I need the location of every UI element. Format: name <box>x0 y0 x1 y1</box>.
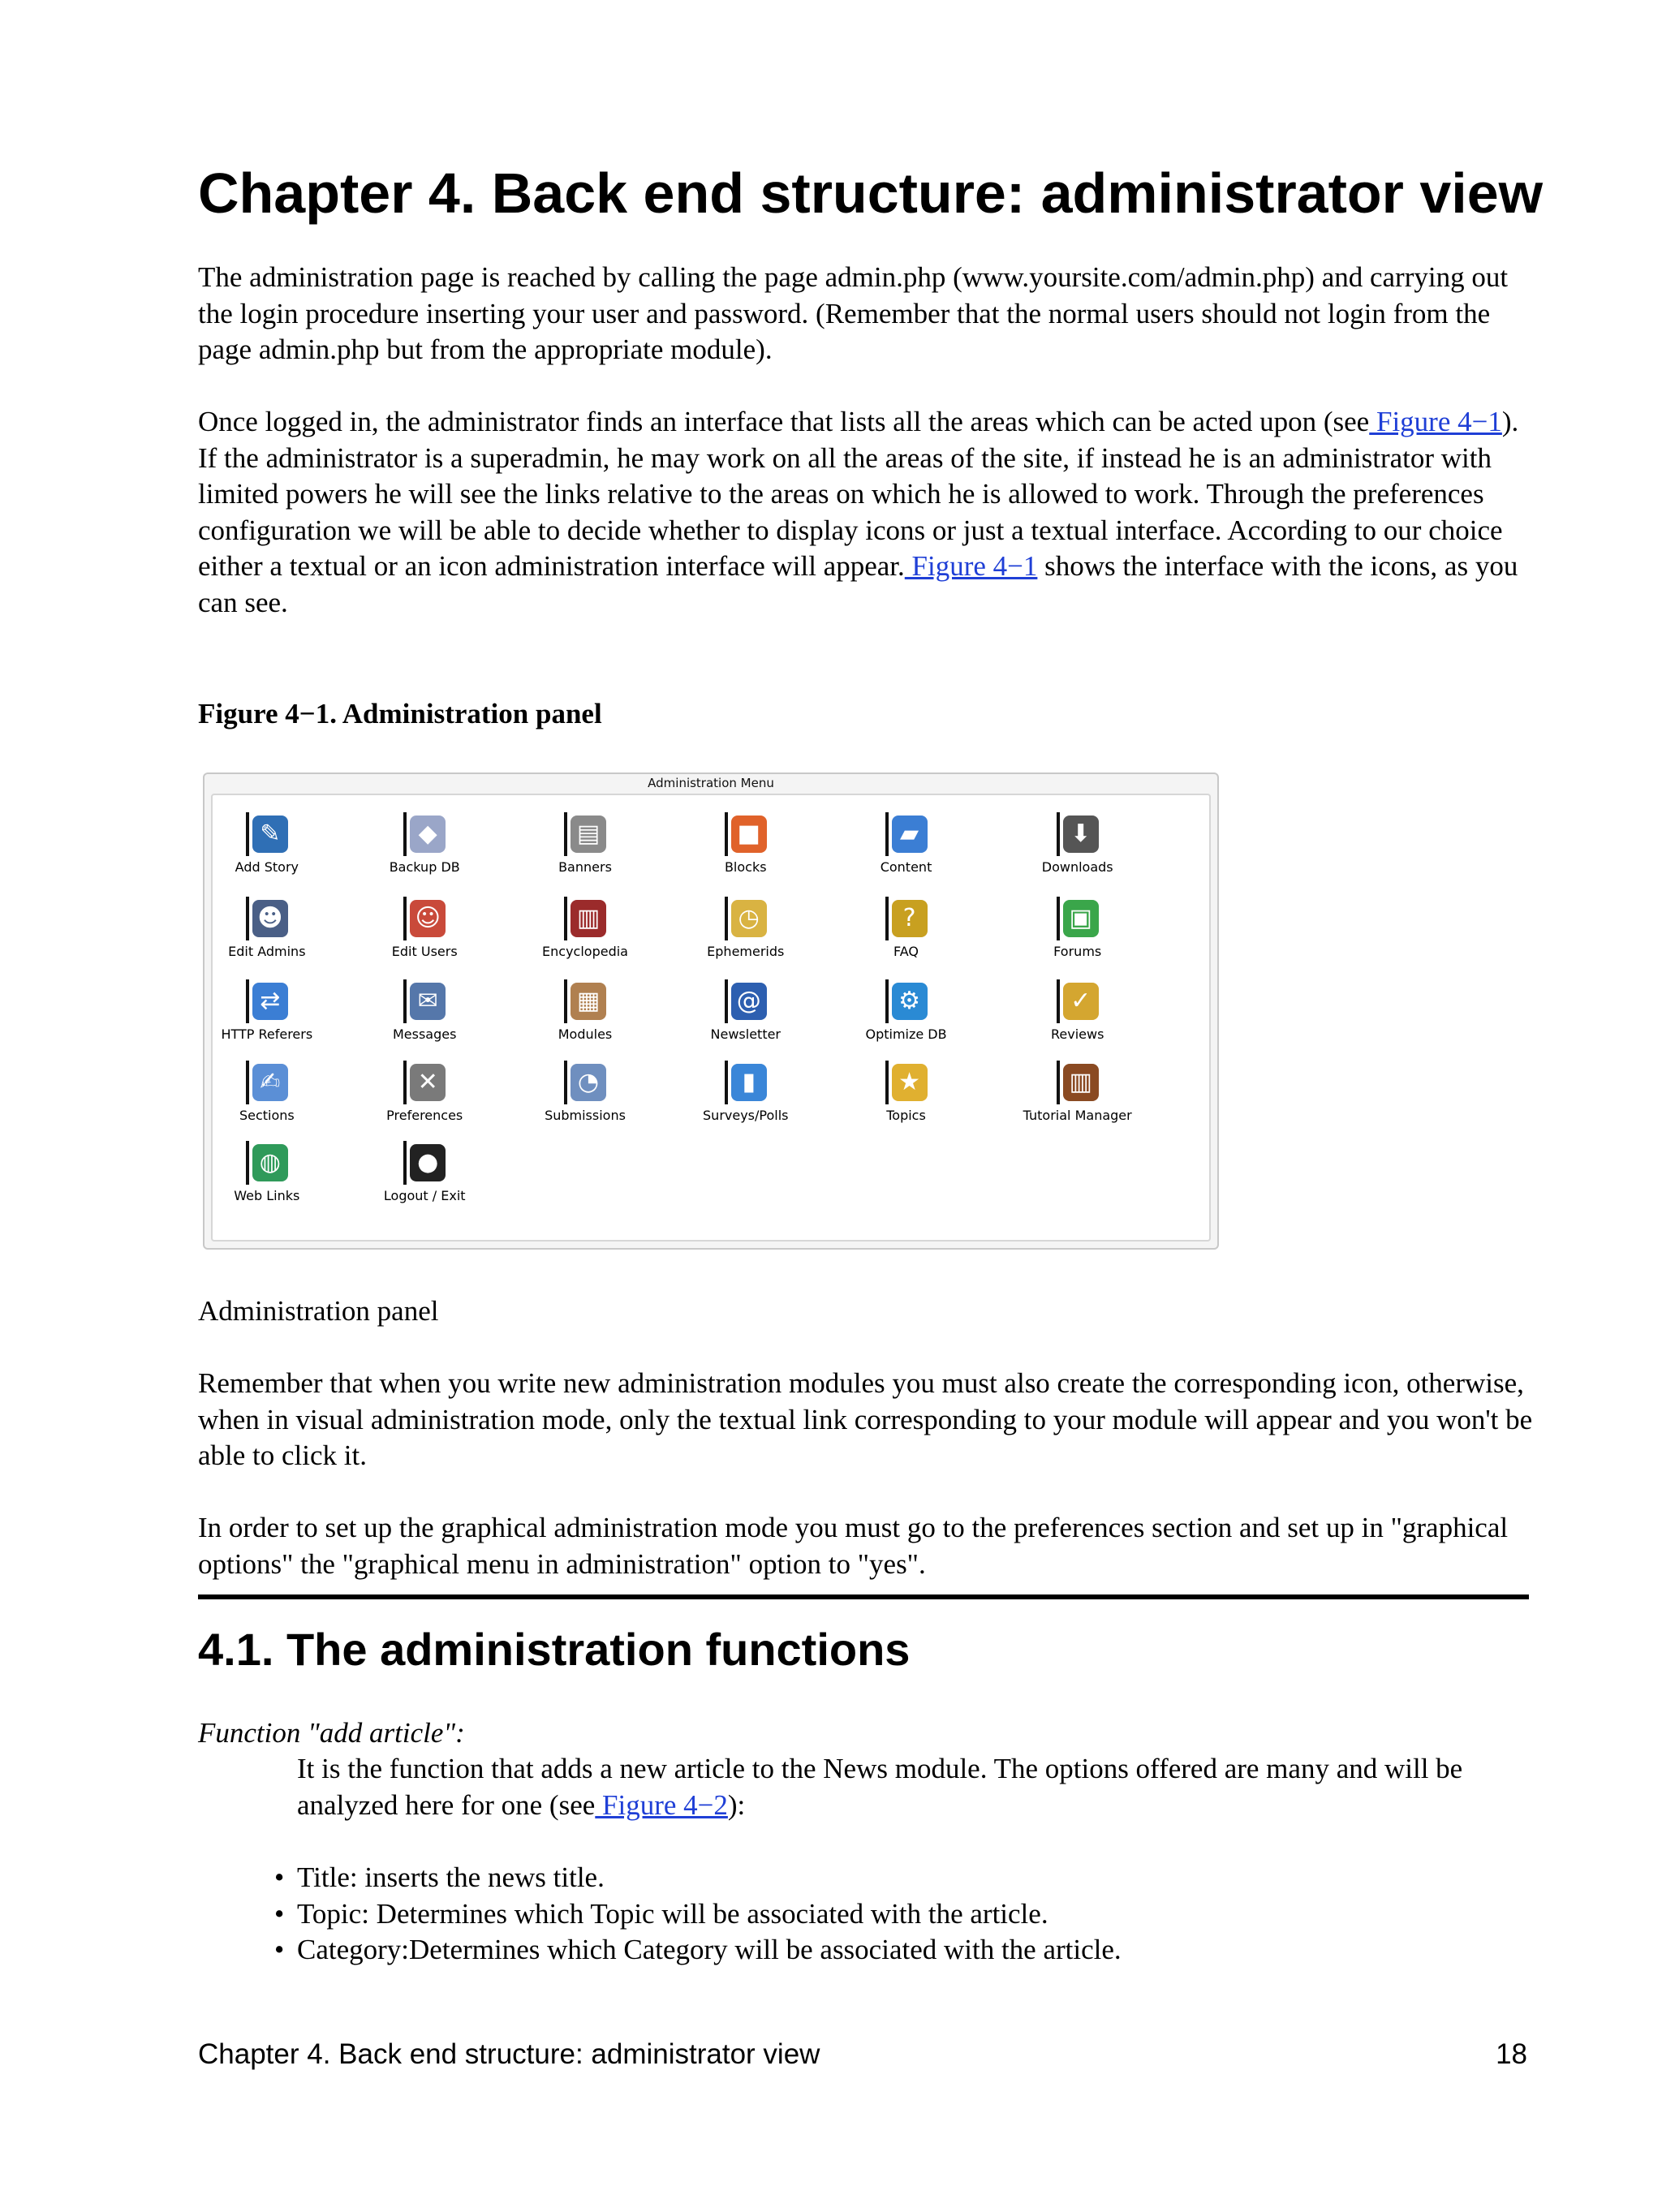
admin-item-optimize-db[interactable] <box>825 976 988 1057</box>
admin-item-messages[interactable] <box>343 976 506 1057</box>
login-paragraph-text-2: ). If the administrator is a superadmin, he may work on all the areas of the site, if instead he is an administrator with limited powers he will see the links relative to the areas on which he is allowed to work. Through the preferences configuration we will be able to decide whether to display icons or just a textual interface. According to our choice either a textual or an icon administration interface will appear. <box>198 406 1519 582</box>
admin-item-add-story[interactable] <box>186 809 348 890</box>
graphical-mode-paragraph: In order to set up the graphical administration mode you must go to the preferences section and set up in "graphical options" the "graphical menu in administration" option to "yes". <box>198 1512 1509 1580</box>
preferences-icon <box>403 1061 447 1104</box>
admin-item-ephemerids[interactable] <box>665 893 827 975</box>
sections-icon-glyph: ✍ <box>252 1064 288 1101</box>
optimize-icon-glyph: ⚙ <box>892 983 928 1020</box>
tutorial-icon-glyph: ▥ <box>1063 1064 1099 1101</box>
reviews-icon-glyph: ✓ <box>1063 983 1099 1020</box>
admin-item-submissions[interactable] <box>504 1057 666 1138</box>
admin-item-label: Backup DB <box>389 859 460 875</box>
admin-item-label: Web Links <box>234 1188 300 1204</box>
faq-icon-glyph: ? <box>892 900 928 937</box>
function-description-text-2: ): <box>727 1788 746 1821</box>
icon-divider-bar <box>246 979 249 1023</box>
admin-item-blocks[interactable] <box>665 809 827 890</box>
admin-item-label: Encyclopedia <box>542 943 628 959</box>
newsletter-icon <box>725 979 769 1023</box>
icon-divider-bar <box>246 812 249 856</box>
globe-icon-glyph: ◍ <box>252 1144 288 1181</box>
function-options-list <box>273 1860 1122 1969</box>
tutorial-icon <box>1057 1061 1100 1104</box>
books-icon-glyph: ▥ <box>571 900 606 937</box>
icon-divider-bar <box>885 1061 889 1104</box>
admin-item-content[interactable] <box>825 809 988 890</box>
admin-item-label: Newsletter <box>710 1026 781 1042</box>
icon-divider-bar <box>725 1061 728 1104</box>
admin-item-http-referers[interactable] <box>186 976 348 1057</box>
surveys-icon-glyph: ▮ <box>731 1064 767 1101</box>
admin-item-forums[interactable] <box>997 893 1159 975</box>
login-paragraph <box>198 404 1535 621</box>
admin-item-label: Submissions <box>545 1108 626 1124</box>
admin-item-label: Tutorial Manager <box>1023 1108 1132 1124</box>
admin-item-label: Content <box>880 859 932 875</box>
pencil-icon <box>246 812 290 856</box>
admins-icon <box>246 897 290 940</box>
admin-item-label: Blocks <box>724 859 767 875</box>
list-item <box>273 1896 1122 1933</box>
messages-icon <box>403 979 447 1023</box>
admin-item-preferences[interactable] <box>343 1057 506 1138</box>
icon-divider-bar <box>1057 812 1060 856</box>
function-description <box>297 1751 1531 1823</box>
figure-4-1-link-2[interactable]: Figure 4−1 <box>904 550 1038 582</box>
admin-item-label: Add Story <box>235 859 299 875</box>
calendar-icon-glyph: ◷ <box>731 900 767 937</box>
referers-icon-glyph: ⇄ <box>252 983 288 1020</box>
admin-item-label: HTTP Referers <box>221 1026 313 1042</box>
login-paragraph-text-3: shows the interface with the icons, as you can see. <box>198 550 1518 618</box>
bullet-icon: • <box>274 1934 285 1965</box>
forums-icon-glyph: ▣ <box>1063 900 1099 937</box>
content-icon-glyph: ▰ <box>892 816 928 853</box>
icon-reminder-paragraph: Remember that when you write new administration modules you must also create the corresponding icon, otherwise, when in visual administration mode, only the textual link corresponding to your module will appear and you won't be able to click it. <box>198 1367 1533 1471</box>
admin-item-surveys-polls[interactable] <box>665 1057 827 1138</box>
submissions-icon-glyph: ◔ <box>571 1064 606 1101</box>
download-icon <box>1057 812 1100 856</box>
admin-item-faq[interactable] <box>825 893 988 975</box>
content-icon <box>885 812 929 856</box>
admin-item-label: Forums <box>1053 943 1102 959</box>
banner-icon <box>564 812 608 856</box>
admin-item-label: Messages <box>392 1026 457 1042</box>
icon-divider-bar <box>246 1061 249 1104</box>
logout-icon <box>403 1141 447 1185</box>
chapter-title: Chapter 4. Back end structure: administrator view <box>198 161 1544 225</box>
submissions-icon <box>564 1061 608 1104</box>
topics-icon <box>885 1061 929 1104</box>
function-description-text-1: It is the function that adds a new article to the News module. The options offered are many and will be analyzed here for one (see <box>297 1753 1463 1821</box>
globe-icon <box>246 1141 290 1185</box>
admin-item-newsletter[interactable] <box>665 976 827 1057</box>
admin-item-label: Logout / Exit <box>383 1188 466 1204</box>
newsletter-icon-glyph: @ <box>731 983 767 1020</box>
icon-divider-bar <box>403 1061 407 1104</box>
admin-item-logout-exit[interactable] <box>343 1138 506 1219</box>
sections-icon <box>246 1061 290 1104</box>
users-icon-glyph: ☺ <box>410 900 446 937</box>
books-icon <box>564 897 608 940</box>
preferences-icon-glyph: ✕ <box>410 1064 446 1101</box>
icon-divider-bar <box>564 1061 567 1104</box>
list-item <box>273 1860 1122 1896</box>
list-item-text: Topic: Determines which Topic will be associated with the article. <box>297 1897 1048 1930</box>
disk-icon-glyph: ◆ <box>410 816 446 853</box>
logout-icon-glyph: ● <box>410 1144 446 1181</box>
administration-panel-figure <box>203 772 1219 1250</box>
admin-item-topics[interactable] <box>825 1057 988 1138</box>
admin-item-label: Ephemerids <box>707 943 785 959</box>
figure-4-1-link[interactable]: Figure 4−1 <box>1369 406 1502 437</box>
admin-item-banners[interactable] <box>504 809 666 890</box>
intro-paragraph: The administration page is reached by calling the page admin.php (www.yoursite.com/admin.php) and carrying out the login procedure inserting your user and password. (Remember that the normal users should not login from the page admin.php but from the appropriate module). <box>198 261 1509 365</box>
admin-item-downloads[interactable] <box>997 809 1159 890</box>
function-title: Function "add article": <box>198 1717 465 1749</box>
icon-divider-bar <box>1057 897 1060 940</box>
admin-item-label: Topics <box>886 1108 926 1124</box>
panel-title: Administration Menu <box>648 776 774 790</box>
referers-icon <box>246 979 290 1023</box>
banner-icon-glyph: ▤ <box>571 816 606 853</box>
messages-icon-glyph: ✉ <box>410 983 446 1020</box>
admin-item-backup-db[interactable] <box>343 809 506 890</box>
admin-item-label: Modules <box>558 1026 613 1042</box>
icon-divider-bar <box>725 979 728 1023</box>
icon-divider-bar <box>885 812 889 856</box>
optimize-icon <box>885 979 929 1023</box>
list-item-text: Title: inserts the news title. <box>297 1861 605 1893</box>
admins-icon-glyph: ☻ <box>252 900 288 937</box>
admin-item-label: Edit Users <box>391 943 458 959</box>
icon-divider-bar <box>1057 1061 1060 1104</box>
admin-item-label: Preferences <box>386 1108 463 1124</box>
admin-item-edit-admins[interactable] <box>186 893 348 975</box>
icon-divider-bar <box>725 897 728 940</box>
admin-item-label: Reviews <box>1050 1026 1104 1042</box>
admin-item-web-links[interactable] <box>186 1138 348 1219</box>
icon-divider-bar <box>403 897 407 940</box>
admin-item-label: FAQ <box>893 943 919 959</box>
admin-item-label: Banners <box>558 859 612 875</box>
admin-item-label: Edit Admins <box>228 943 306 959</box>
icon-divider-bar <box>885 979 889 1023</box>
disk-icon <box>403 812 447 856</box>
icon-divider-bar <box>564 979 567 1023</box>
reviews-icon <box>1057 979 1100 1023</box>
icon-divider-bar <box>403 812 407 856</box>
admin-item-label: Sections <box>239 1108 295 1124</box>
admin-item-edit-users[interactable] <box>343 893 506 975</box>
list-item-text: Category:Determines which Category will be associated with the article. <box>297 1934 1122 1965</box>
blocks-icon-glyph: ■ <box>731 816 767 853</box>
figure-4-2-link[interactable]: Figure 4−2 <box>595 1788 728 1821</box>
icon-divider-bar <box>403 1141 407 1185</box>
administration-icon-grid <box>211 794 1211 1242</box>
footer-page-number: 18 <box>1496 2038 1527 2070</box>
pencil-icon-glyph: ✎ <box>252 816 288 853</box>
icon-divider-bar <box>564 812 567 856</box>
icon-divider-bar <box>725 812 728 856</box>
icon-divider-bar <box>403 979 407 1023</box>
download-icon-glyph: ⬇ <box>1063 816 1099 853</box>
section-divider <box>198 1594 1529 1599</box>
figure-caption: Administration panel <box>198 1295 439 1327</box>
calendar-icon <box>725 897 769 940</box>
admin-item-reviews[interactable] <box>997 976 1159 1057</box>
surveys-icon <box>725 1061 769 1104</box>
admin-item-tutorial-manager[interactable] <box>997 1057 1159 1138</box>
modules-icon-glyph: ▦ <box>571 983 606 1020</box>
admin-item-label: Downloads <box>1041 859 1113 875</box>
users-icon <box>403 897 447 940</box>
icon-divider-bar <box>246 1141 249 1185</box>
bullet-icon: • <box>274 1897 285 1930</box>
icon-divider-bar <box>246 897 249 940</box>
modules-icon <box>564 979 608 1023</box>
icon-divider-bar <box>1057 979 1060 1023</box>
bullet-icon: • <box>274 1861 285 1893</box>
list-item <box>273 1932 1122 1969</box>
admin-item-encyclopedia[interactable] <box>504 893 666 975</box>
admin-item-label: Surveys/Polls <box>703 1108 789 1124</box>
topics-icon-glyph: ★ <box>892 1064 928 1101</box>
admin-item-modules[interactable] <box>504 976 666 1057</box>
forums-icon <box>1057 897 1100 940</box>
faq-icon <box>885 897 929 940</box>
admin-item-label: Optimize DB <box>865 1026 947 1042</box>
login-paragraph-text-1: Once logged in, the administrator finds an interface that lists all the areas which can be acted upon (see <box>198 406 1370 437</box>
section-title: 4.1. The administration functions <box>198 1624 911 1675</box>
icon-divider-bar <box>885 897 889 940</box>
blocks-icon <box>725 812 769 856</box>
icon-divider-bar <box>564 897 567 940</box>
figure-title: Figure 4−1. Administration panel <box>198 698 602 729</box>
footer-chapter-title: Chapter 4. Back end structure: administrator view <box>198 2038 820 2070</box>
admin-item-sections[interactable] <box>186 1057 348 1138</box>
